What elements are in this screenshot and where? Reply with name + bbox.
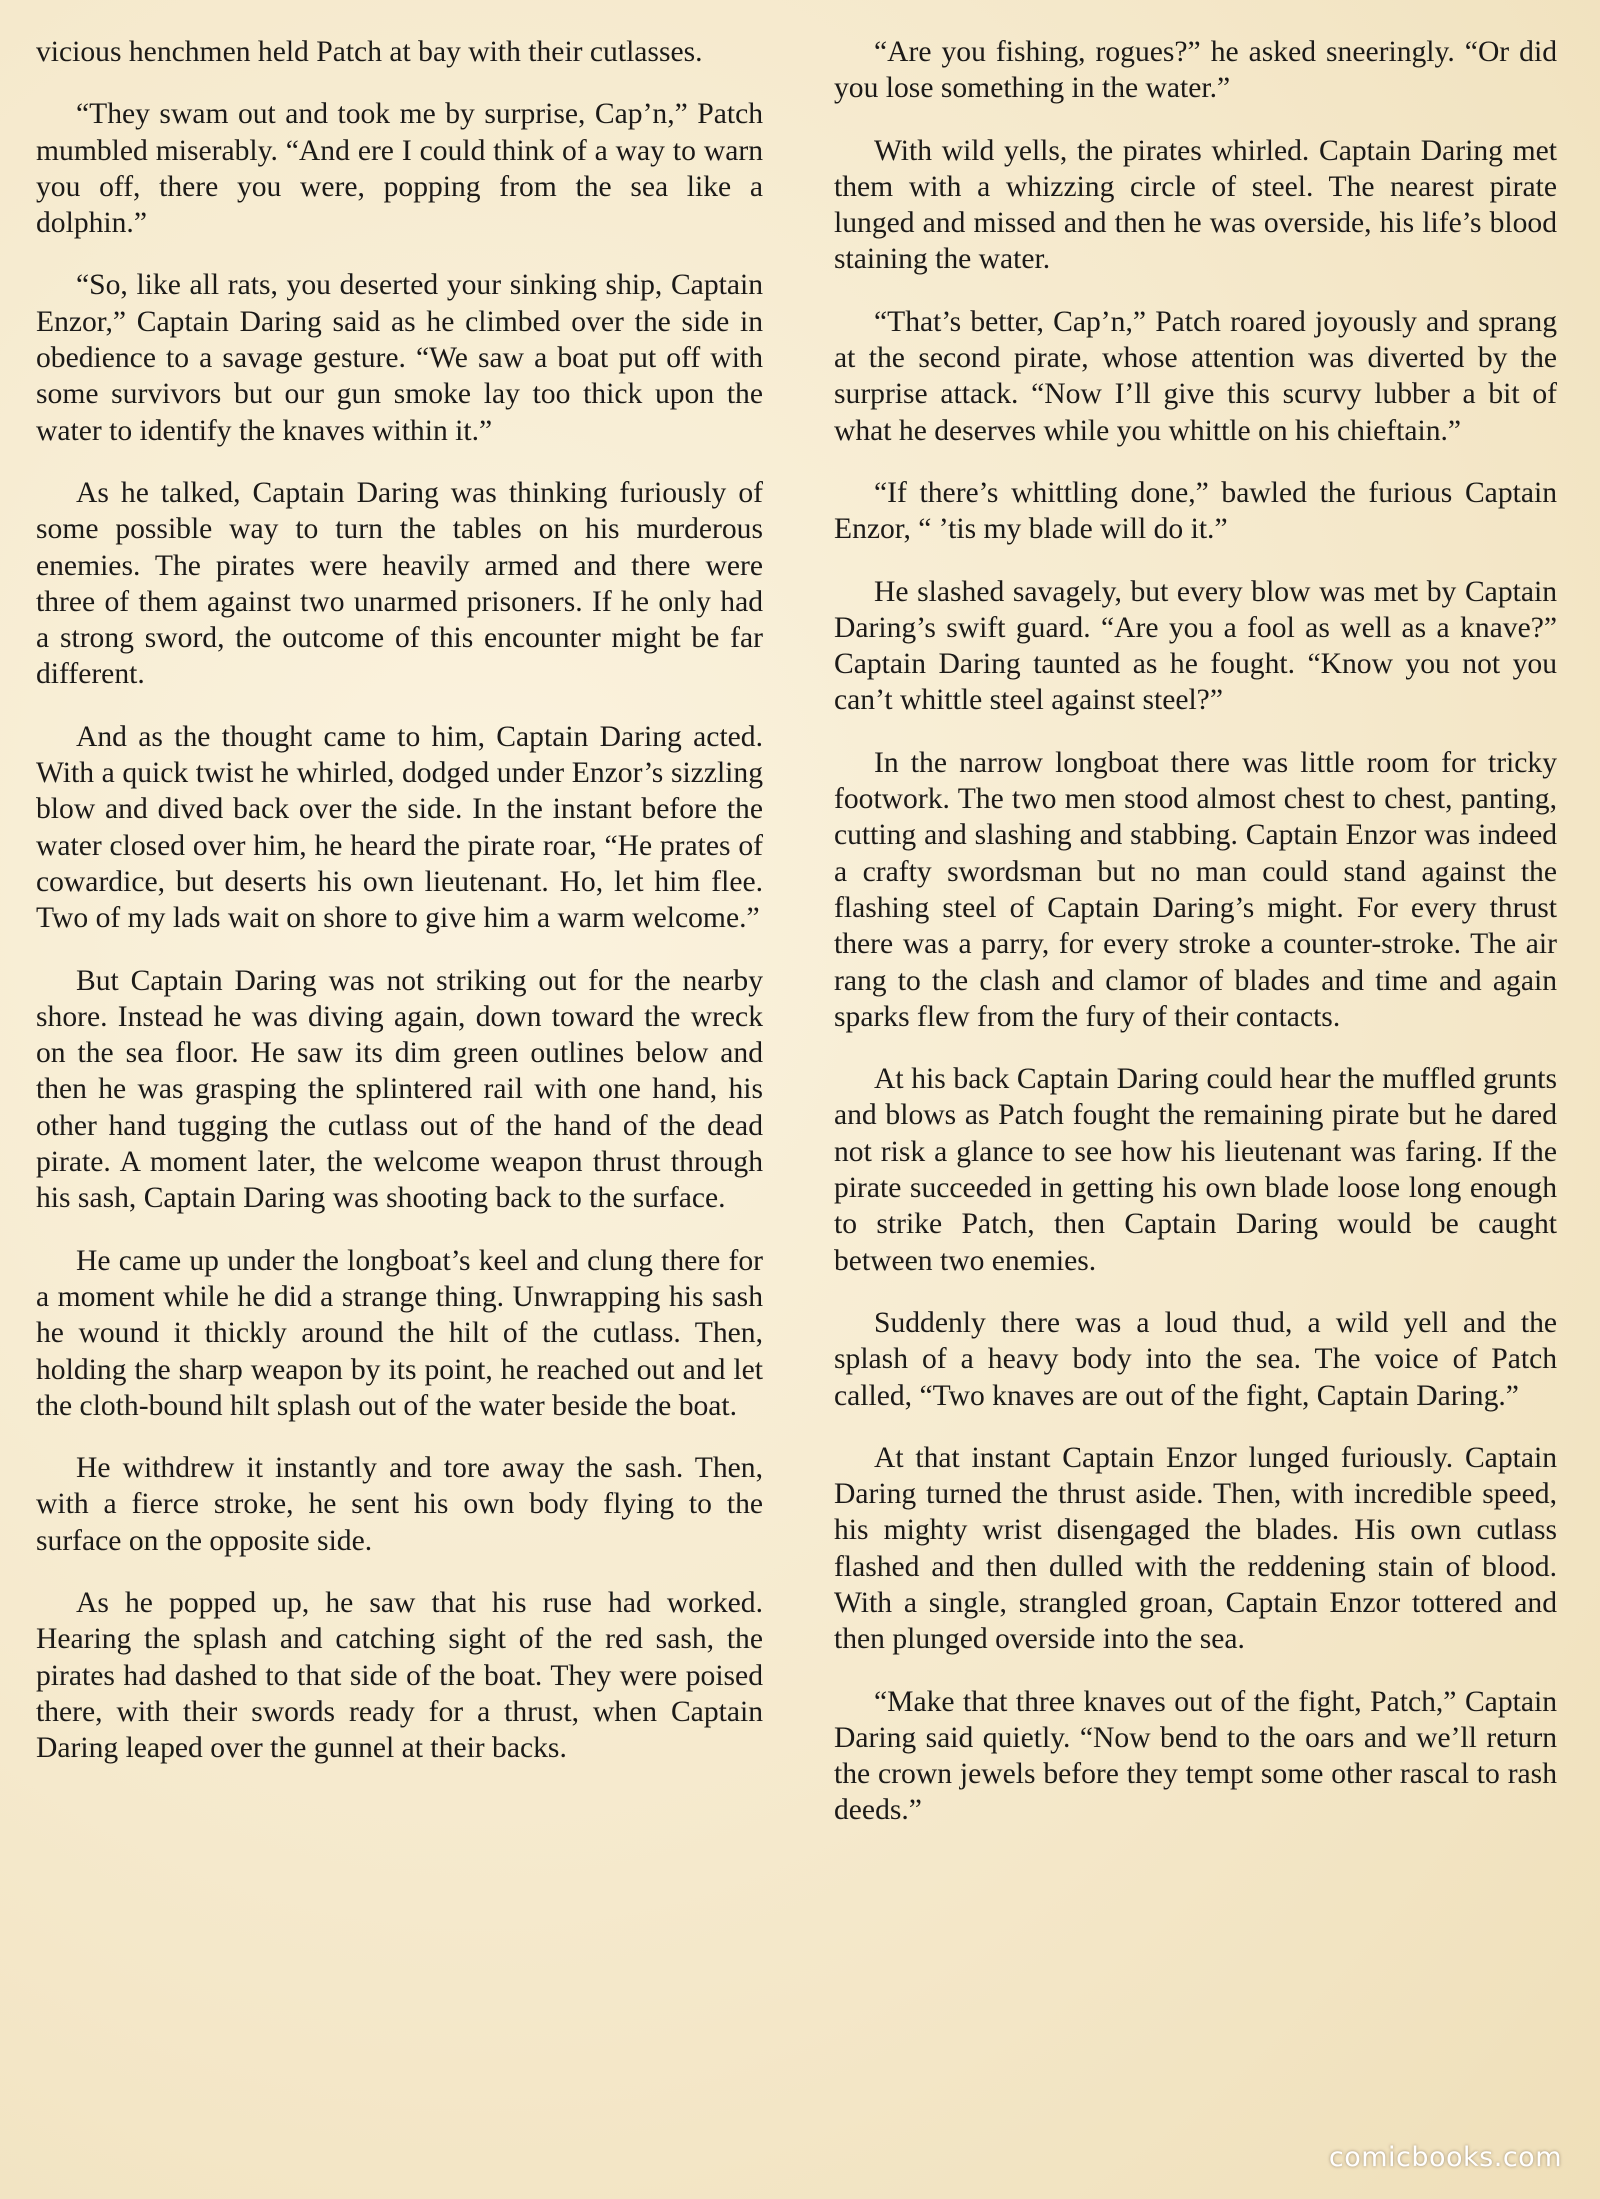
paragraph: And as the thought came to him, Captain Daring acted. With a quick twist he whirled, dodged under Enzor’s sizzling blow and dived back over the side. In the instant before the water closed over him, he heard the pirate roar, “He prates of cowardice, but deserts his own lieutenant. Ho, let him flee. Two of my lads wait on shore to give him a warm welcome.” — [36, 720, 763, 935]
paragraph: He slashed savagely, but every blow was met by Captain Daring’s swift guard. “Are you a fool as well as a knave?” Captain Daring taunted as he fought. “Know you not you can’t whittle steel against steel?” — [834, 575, 1557, 717]
paragraph: As he popped up, he saw that his ruse had worked. Hearing the splash and catching sight of the red sash, the pirates had dashed to that side of the boat. They were poised there, with their swords ready for a thrust, when Captain Daring leaped over the gunnel at their backs. — [36, 1586, 763, 1765]
paragraph: “If there’s whittling done,” bawled the furious Captain Enzor, “ ’tis my blade will do it.” — [834, 476, 1557, 546]
paragraph: As he talked, Captain Daring was thinking furiously of some possible way to turn the tables on his murderous enemies. The pirates were heavily armed and there were three of them against two unarmed prisoners. If he only had a strong sword, the outcome of this encounter might be far different. — [36, 476, 763, 691]
left-text-column — [36, 34, 763, 1792]
site-watermark: comicbooks.com — [1328, 2142, 1562, 2173]
paragraph: At his back Captain Daring could hear the muffled grunts and blows as Patch fought the remaining pirate but he dared not risk a glance to see how his lieutenant was faring. If the pirate succeeded in getting his own blade loose long enough to strike Patch, then Captain Daring would be caught between two enemies. — [834, 1063, 1557, 1277]
paragraph: He withdrew it instantly and tore away the sash. Then, with a fierce stroke, he sent his own body flying to the surface on the opposite side. — [36, 1452, 763, 1557]
paragraph: With wild yells, the pirates whirled. Captain Daring met them with a whizzing circle of steel. The nearest pirate lunged and missed and then he was overside, his life’s blood staining the water. — [834, 134, 1557, 276]
paragraph: vicious henchmen held Patch at bay with their cutlasses. — [36, 36, 703, 68]
paragraph: “They swam out and took me by surprise, Cap’n,” Patch mumbled miserably. “And ere I could think of a way to warn you off, there you were, popping from the sea like a dolphin.” — [36, 98, 763, 240]
paragraph: In the narrow longboat there was little room for tricky footwork. The two men stood almost chest to chest, panting, cutting and slashing and stabbing. Captain Enzor was indeed a crafty swordsman but no man could stand against the flashing steel of Captain Daring’s might. For every thrust there was a parry, for every stroke a counter-stroke. The air rang to the clash and clamor of blades and time and again sparks flew from the fury of their contacts. — [834, 746, 1557, 1033]
paragraph: “So, like all rats, you deserted your sinking ship, Captain Enzor,” Captain Daring said as he climbed over the side in obedience to a savage gesture. “We saw a boat put off with some survivors but our gun smoke lay too thick upon the water to identify the knaves within it.” — [36, 269, 763, 447]
right-text-column — [834, 34, 1557, 1855]
paragraph: “Are you fishing, rogues?” he asked sneeringly. “Or did you lose something in the water.” — [834, 36, 1557, 105]
paragraph: “That’s better, Cap’n,” Patch roared joyously and sprang at the second pirate, whose attention was diverted by the surprise attack. “Now I’ll give this scurvy lubber a bit of what he deserves while you whittle on his chieftain.” — [834, 305, 1557, 447]
paragraph: Suddenly there was a loud thud, a wild yell and the splash of a heavy body into the sea. The voice of Patch called, “Two knaves are out of the fight, Captain Daring.” — [834, 1306, 1557, 1412]
paragraph: He came up under the longboat’s keel and clung there for a moment while he did a strange thing. Unwrapping his sash he wound it thickly around the hilt of the cutlass. Then, holding the sharp weapon by its point, he reached out and let the cloth-bound hilt splash out of the water beside the boat. — [36, 1244, 763, 1422]
paragraph: But Captain Daring was not striking out for the nearby shore. Instead he was diving again, down toward the wreck on the sea floor. He saw its dim green outlines below and then he was grasping the splintered rail with one hand, his other hand tugging the cutlass out of the hand of the dead pirate. A moment later, the welcome weapon thrust through his sash, Captain Daring was shooting back to the surface. — [36, 964, 763, 1215]
paragraph: “Make that three knaves out of the fight, Patch,” Captain Daring said quietly. “Now bend to the oars and we’ll return the crown jewels before they tempt some other rascal to rash deeds.” — [834, 1685, 1557, 1827]
paragraph: At that instant Captain Enzor lunged furiously. Captain Daring turned the thrust aside. Then, with incredible speed, his mighty wrist disengaged the blades. His own cutlass flashed and then dulled with the reddening stain of blood. With a single, strangled groan, Captain Enzor tottered and then plunged overside into the sea. — [834, 1441, 1557, 1656]
